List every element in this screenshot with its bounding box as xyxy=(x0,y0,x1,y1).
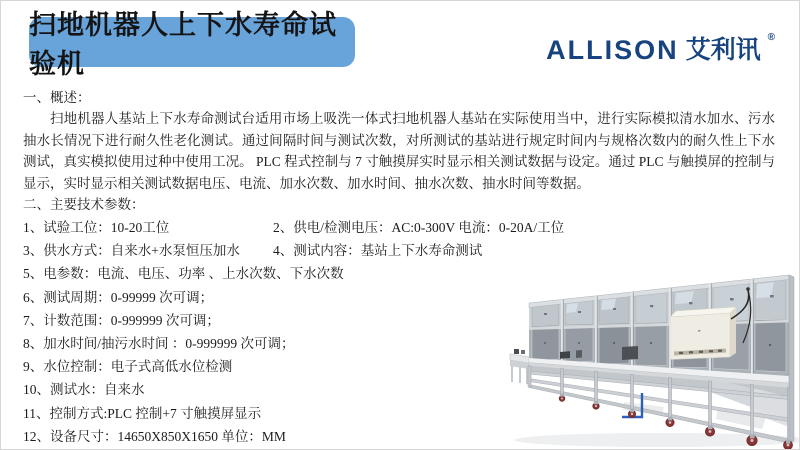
param-item: 6、测试周期：0-99999 次可调； xyxy=(23,289,214,305)
param-item: 12、设备尺寸：14650X850X1650 单位：MM xyxy=(23,428,286,444)
brand-logo-cjk: 艾利讯 xyxy=(685,36,761,64)
test-machine-photo xyxy=(504,257,800,449)
param-item: 8、加水时间/抽污水时间 ：0-999999 次可调； xyxy=(23,335,295,351)
brand-logo xyxy=(546,32,775,65)
param-item: 2、供电/检测电压：AC:0-300V 电流：0-20A/工位 xyxy=(273,220,565,235)
machine-illustration xyxy=(504,257,800,449)
page-title xyxy=(29,10,355,79)
param-item: 3、供水方式：自来水+水泵恒压加水 xyxy=(23,243,240,259)
param-item: 1、试验工位：10-20工位 xyxy=(23,220,170,235)
param-item: 10、测试水：自来水 xyxy=(23,382,145,398)
page-title-text: 扫地机器人上下水寿命试验机 xyxy=(29,10,337,79)
robot-base-station xyxy=(670,307,736,360)
param-item: 4、测试内容：基站上下水寿命测试 xyxy=(273,243,483,259)
param-item: 5、电参数：电流、电压、功率 、上水次数、下水次数 xyxy=(23,266,344,282)
param-item: 9、水位控制：电子式高低水位检测 xyxy=(23,359,233,375)
overview-paragraph: 扫地机器人基站上下水寿命测试台适用市场上吸洗一体式扫地机器人基站在实际使用当中，进行实际模拟清水加水、污水抽水长情况下进行耐久性老化测试。通过间隔时间与测试次数，对所测试的基站进行规定时间内与规格次数内的耐久性上下水测试，真实模拟使用过种中使用工况。 PLC 程式控制与 7 寸触摸屏实时显示相关测试数据与设定。通过 PLC 与触摸屏的控制与显示，实时显示相关测试数据电压、电流、加水次数、加水时间、抽水次数、抽水时间等数据。 xyxy=(23,111,775,191)
brand-logo-latin: ALLISON xyxy=(546,35,679,65)
far-left-shelf xyxy=(510,349,529,384)
overview-heading: 一、概述： xyxy=(23,90,91,105)
param-item: 7、计数范围：0-999999 次可调； xyxy=(23,312,220,328)
registered-trademark-icon: ® xyxy=(767,32,775,43)
param-item: 11、控制方式:PLC 控制+7 寸触摸屏显示 xyxy=(23,405,262,421)
params-heading: 二、主要技术参数： xyxy=(23,197,145,212)
param-row xyxy=(23,216,781,239)
